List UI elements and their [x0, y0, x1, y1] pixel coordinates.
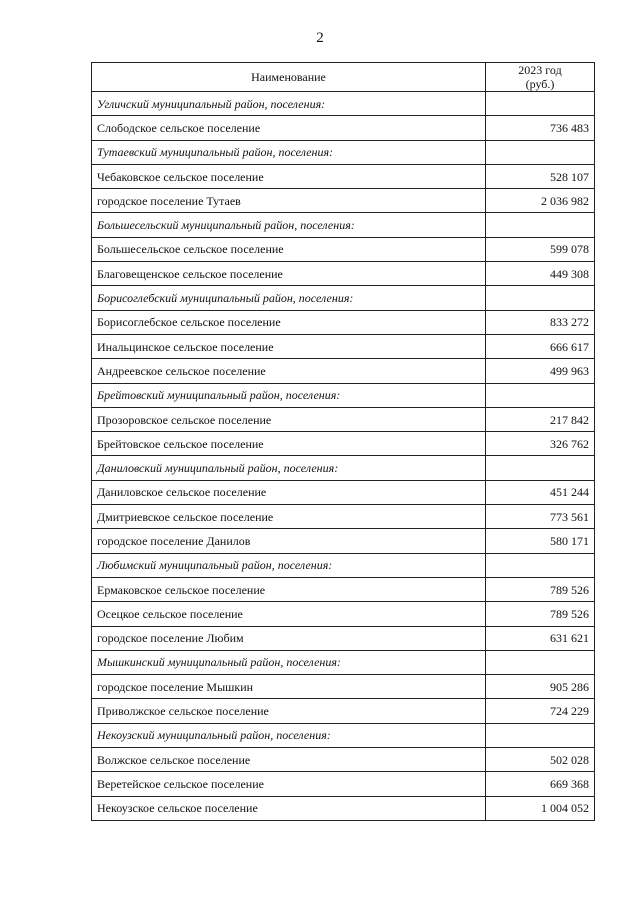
table-row: [92, 796, 595, 820]
table-row: [92, 602, 595, 626]
amount-value: 528 107: [486, 164, 595, 188]
amount-value: 502 028: [486, 748, 595, 772]
page-number: 2: [316, 30, 324, 46]
table-row: [92, 262, 595, 286]
table-row: [92, 577, 595, 601]
amount-value: 599 078: [486, 237, 595, 261]
amount-value: 326 762: [486, 432, 595, 456]
district-heading: Даниловский муниципальный район, поселения:: [92, 456, 486, 480]
section-row: [92, 213, 595, 237]
section-row: [92, 456, 595, 480]
table-row: [92, 164, 595, 188]
section-row: [92, 383, 595, 407]
district-heading: Любимский муниципальный район, поселения:: [92, 553, 486, 577]
table-row: [92, 359, 595, 383]
settlement-name: Дмитриевское сельское поселение: [92, 505, 486, 529]
settlement-name: Ермаковское сельское поселение: [92, 577, 486, 601]
district-heading: Мышкинский муниципальный район, поселения:: [92, 650, 486, 674]
header-unit: (руб.): [525, 77, 555, 91]
settlement-name: Брейтовское сельское поселение: [92, 432, 486, 456]
empty-value-cell: [486, 553, 595, 577]
table-header-row: [92, 63, 595, 92]
settlement-name: городское поселение Тутаев: [92, 189, 486, 213]
section-row: [92, 92, 595, 116]
district-heading: Большесельский муниципальный район, поселения:: [92, 213, 486, 237]
amount-value: 789 526: [486, 577, 595, 601]
section-row: [92, 553, 595, 577]
amount-value: 1 004 052: [486, 796, 595, 820]
empty-value-cell: [486, 650, 595, 674]
table-body: [92, 92, 595, 821]
table-row: [92, 505, 595, 529]
settlement-name: Осецкое сельское поселение: [92, 602, 486, 626]
table-row: [92, 699, 595, 723]
amount-value: 773 561: [486, 505, 595, 529]
amount-value: 631 621: [486, 626, 595, 650]
settlement-name: Волжское сельское поселение: [92, 748, 486, 772]
table-row: [92, 310, 595, 334]
table-row: [92, 407, 595, 431]
empty-value-cell: [486, 456, 595, 480]
settlement-name: Андреевское сельское поселение: [92, 359, 486, 383]
amount-value: 2 036 982: [486, 189, 595, 213]
settlement-name: Инальцинское сельское поселение: [92, 334, 486, 358]
table-row: [92, 772, 595, 796]
district-heading: Борисоглебский муниципальный район, поселения:: [92, 286, 486, 310]
district-heading: Угличский муниципальный район, поселения:: [92, 92, 486, 116]
empty-value-cell: [486, 92, 595, 116]
settlement-name: Прозоровское сельское поселение: [92, 407, 486, 431]
amount-value: 669 368: [486, 772, 595, 796]
district-heading: Тутаевский муниципальный район, поселения:: [92, 140, 486, 164]
amount-value: 724 229: [486, 699, 595, 723]
settlement-name: Веретейское сельское поселение: [92, 772, 486, 796]
table-row: [92, 116, 595, 140]
settlement-name: городское поселение Мышкин: [92, 675, 486, 699]
amount-value: 580 171: [486, 529, 595, 553]
amount-value: 449 308: [486, 262, 595, 286]
header-year-cell: [486, 63, 595, 92]
district-heading: Некоузский муниципальный район, поселения:: [92, 723, 486, 747]
settlement-name: Чебаковское сельское поселение: [92, 164, 486, 188]
section-row: [92, 650, 595, 674]
settlement-name: городское поселение Любим: [92, 626, 486, 650]
settlement-name: Даниловское сельское поселение: [92, 480, 486, 504]
amount-value: 833 272: [486, 310, 595, 334]
table-row: [92, 189, 595, 213]
table-row: [92, 432, 595, 456]
table-row: [92, 237, 595, 261]
settlement-name: Приволжское сельское поселение: [92, 699, 486, 723]
district-heading: Брейтовский муниципальный район, поселения:: [92, 383, 486, 407]
budget-table: [91, 62, 595, 821]
header-name: Наименование: [92, 63, 486, 92]
header-year: 2023 год: [518, 63, 562, 77]
table-row: [92, 626, 595, 650]
empty-value-cell: [486, 140, 595, 164]
empty-value-cell: [486, 286, 595, 310]
amount-value: 789 526: [486, 602, 595, 626]
amount-value: 499 963: [486, 359, 595, 383]
table-row: [92, 529, 595, 553]
empty-value-cell: [486, 383, 595, 407]
table-row: [92, 480, 595, 504]
empty-value-cell: [486, 213, 595, 237]
amount-value: 451 244: [486, 480, 595, 504]
settlement-name: Благовещенское сельское поселение: [92, 262, 486, 286]
table-row: [92, 675, 595, 699]
section-row: [92, 723, 595, 747]
settlement-name: Борисоглебское сельское поселение: [92, 310, 486, 334]
amount-value: 217 842: [486, 407, 595, 431]
section-row: [92, 140, 595, 164]
amount-value: 905 286: [486, 675, 595, 699]
settlement-name: Некоузское сельское поселение: [92, 796, 486, 820]
settlement-name: городское поселение Данилов: [92, 529, 486, 553]
amount-value: 736 483: [486, 116, 595, 140]
section-row: [92, 286, 595, 310]
settlement-name: Слободское сельское поселение: [92, 116, 486, 140]
table-row: [92, 748, 595, 772]
table-row: [92, 334, 595, 358]
settlement-name: Большесельское сельское поселение: [92, 237, 486, 261]
empty-value-cell: [486, 723, 595, 747]
amount-value: 666 617: [486, 334, 595, 358]
